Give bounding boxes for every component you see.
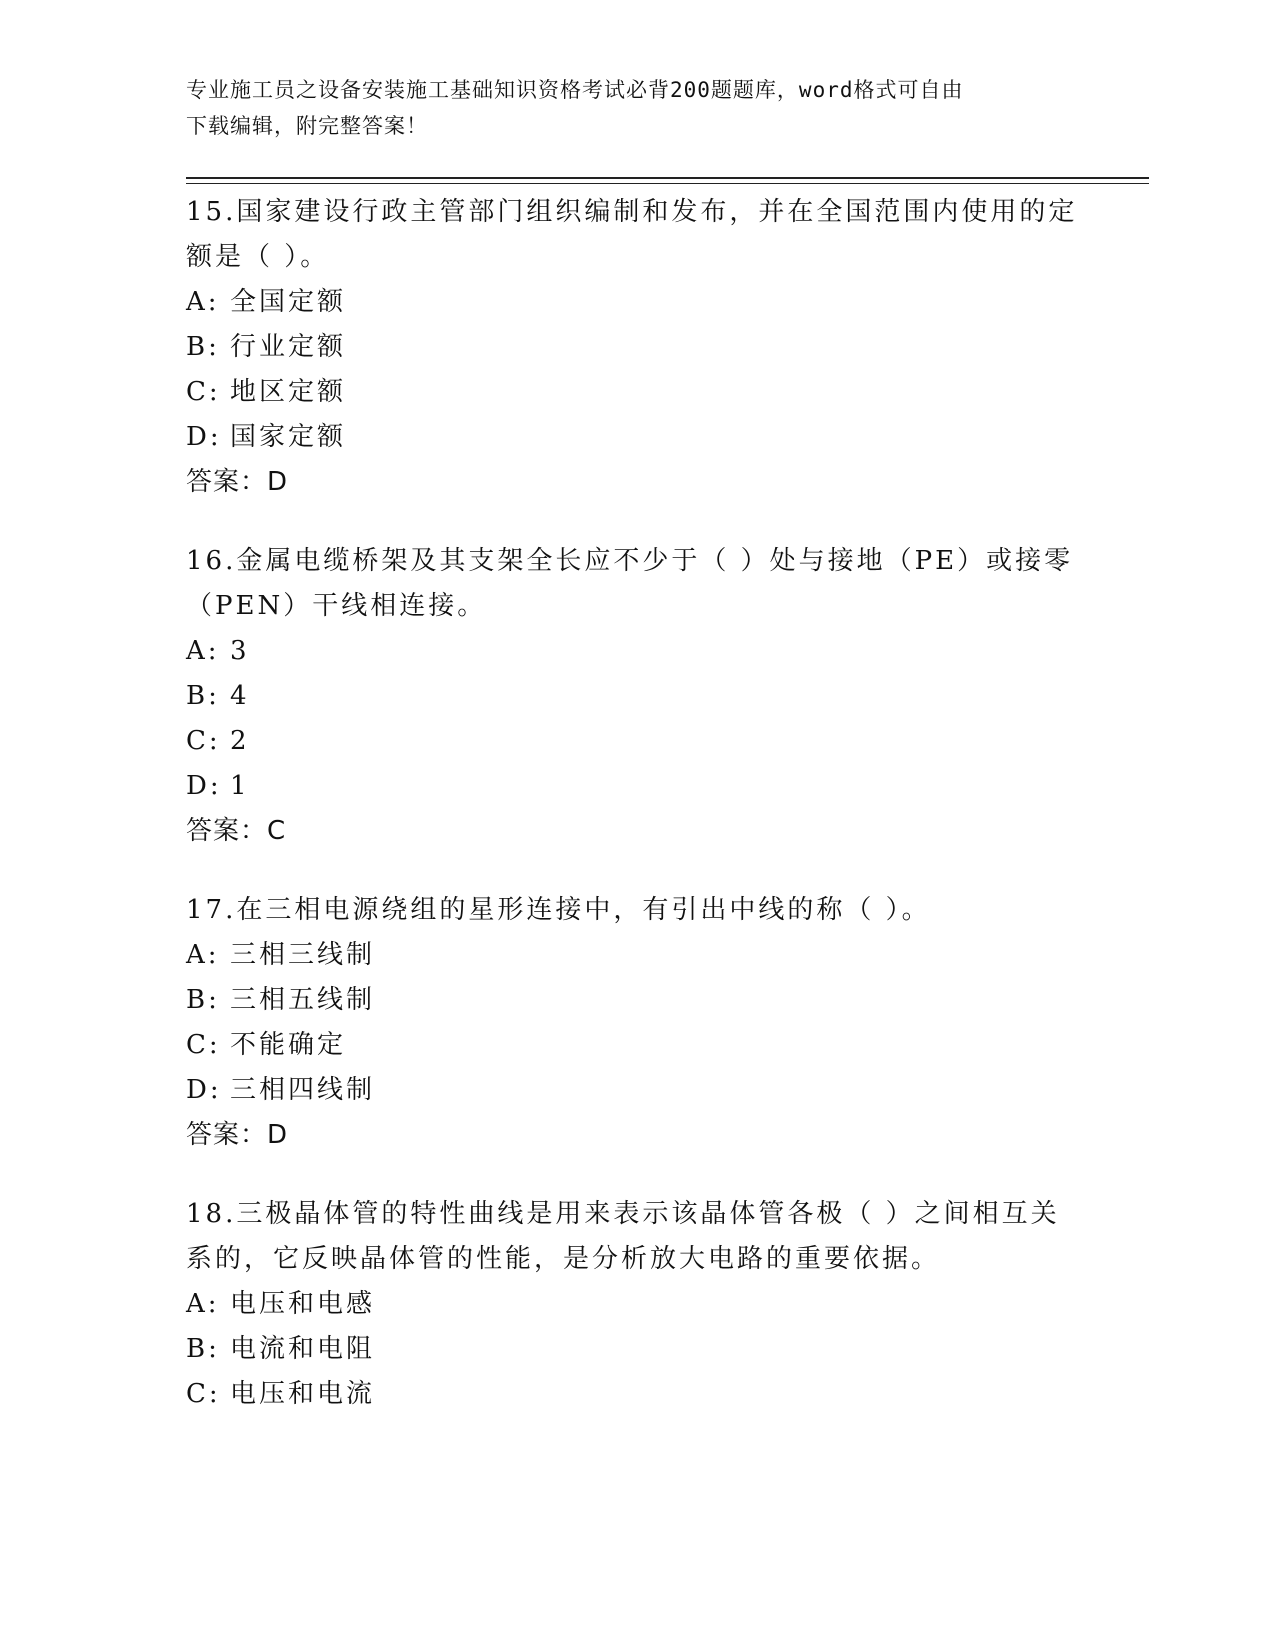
option-d (186, 764, 1086, 809)
option-text: 行业定额 (230, 332, 347, 362)
option-d (186, 1068, 1086, 1113)
option-letter: C: (186, 377, 221, 407)
answer-line: 答案：D (186, 1120, 289, 1150)
option-a (186, 280, 1086, 325)
option-b (186, 325, 1086, 370)
option-b (186, 674, 1086, 719)
option-c (186, 1023, 1086, 1068)
option-text: 全国定额 (230, 287, 347, 317)
question-15 (186, 190, 1086, 505)
question-stem: 17.在三相电源绕组的星形连接中，有引出中线的称（ ）。 (186, 895, 931, 925)
option-letter: A: (186, 636, 220, 666)
option-letter: D: (186, 771, 222, 801)
option-text: 1 (230, 771, 250, 801)
question-18 (186, 1192, 1086, 1417)
option-a (186, 629, 1086, 674)
option-text: 国家定额 (230, 422, 347, 452)
option-d (186, 415, 1086, 460)
option-text: 三相四线制 (230, 1075, 376, 1105)
header-line-2: 下载编辑，附完整答案！ (186, 114, 428, 138)
document-header (186, 72, 1066, 144)
answer-line: 答案：C (186, 816, 287, 846)
header-line-1: 专业施工员之设备安装施工基础知识资格考试必背200题题库，word格式可自由 (186, 78, 964, 102)
option-text: 地区定额 (230, 377, 347, 407)
option-text: 电压和电感 (230, 1289, 376, 1319)
option-letter: B: (186, 332, 220, 362)
option-letter: D: (186, 1075, 222, 1105)
option-letter: A: (186, 1289, 220, 1319)
question-stem: 18.三极晶体管的特性曲线是用来表示该晶体管各极（ ）之间相互关系的，它反映晶体管的性能，是分析放大电路的重要依据。 (186, 1199, 1060, 1274)
option-c (186, 1372, 1086, 1417)
option-a (186, 1282, 1086, 1327)
header-divider-top (186, 177, 1149, 179)
option-text: 电流和电阻 (230, 1334, 376, 1364)
option-letter: C: (186, 1379, 221, 1409)
option-letter: B: (186, 1334, 220, 1364)
option-letter: D: (186, 422, 222, 452)
question-stem: 15.国家建设行政主管部门组织编制和发布，并在全国范围内使用的定额是（ ）。 (186, 197, 1078, 272)
question-list (186, 190, 1086, 1451)
question-16 (186, 539, 1086, 854)
option-text: 2 (230, 726, 250, 756)
option-letter: B: (186, 985, 220, 1015)
option-letter: C: (186, 726, 221, 756)
option-letter: B: (186, 681, 220, 711)
option-c (186, 370, 1086, 415)
option-b (186, 978, 1086, 1023)
header-divider-bottom (186, 183, 1149, 184)
option-text: 三相三线制 (230, 940, 376, 970)
answer-line: 答案：D (186, 467, 289, 497)
option-text: 不能确定 (230, 1030, 347, 1060)
question-stem: 16.金属电缆桥架及其支架全长应不少于（ ）处与接地（PE）或接零（PEN）干线相连接。 (186, 546, 1074, 621)
option-letter: A: (186, 940, 220, 970)
option-text: 3 (230, 636, 250, 666)
option-b (186, 1327, 1086, 1372)
option-letter: C: (186, 1030, 221, 1060)
option-a (186, 933, 1086, 978)
option-text: 电压和电流 (230, 1379, 376, 1409)
option-text: 4 (230, 681, 250, 711)
question-17 (186, 888, 1086, 1158)
option-letter: A: (186, 287, 220, 317)
option-text: 三相五线制 (230, 985, 376, 1015)
option-c (186, 719, 1086, 764)
